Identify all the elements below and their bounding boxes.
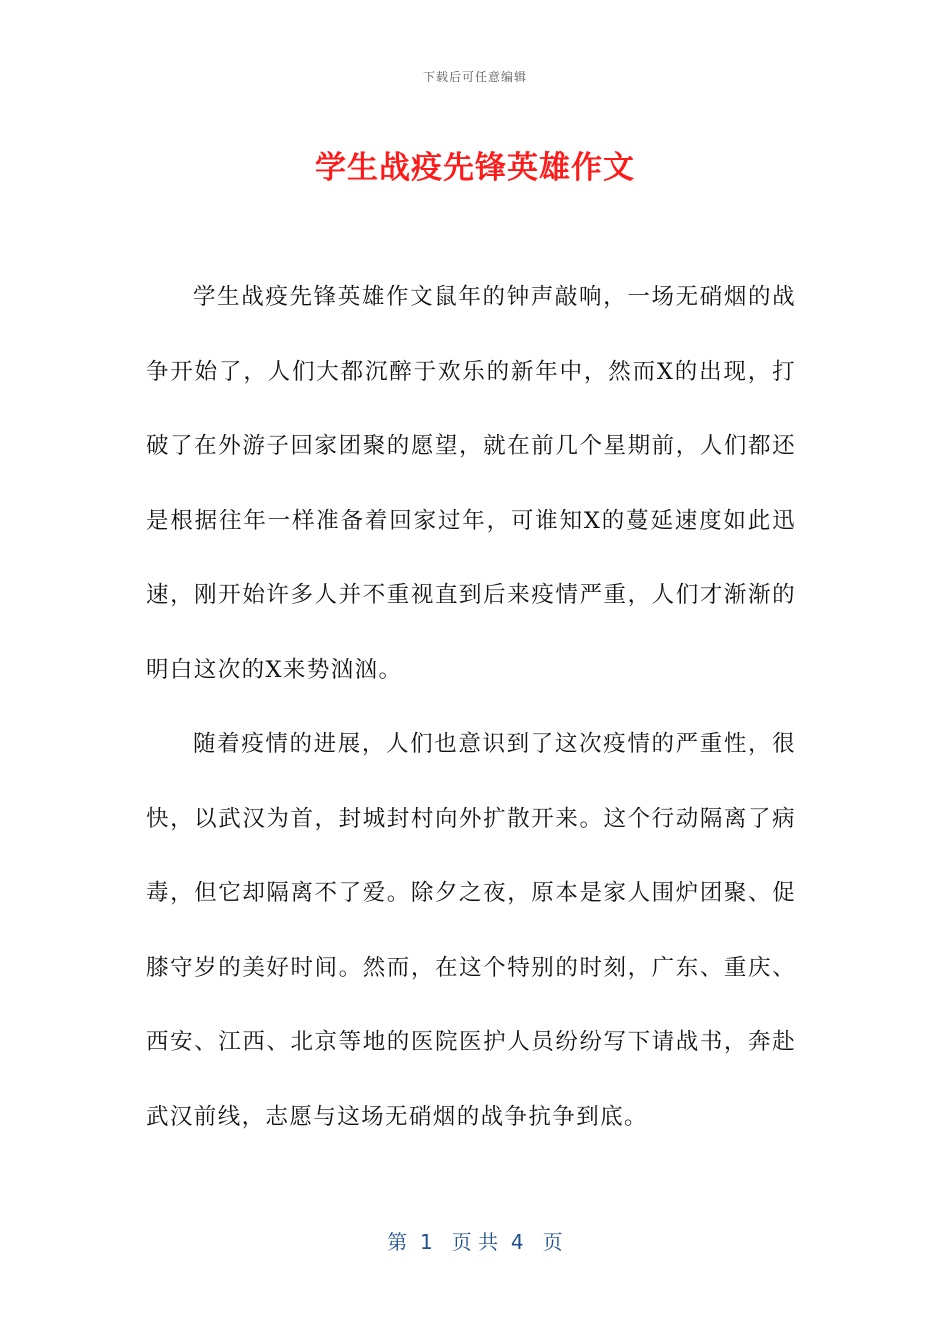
header-note: 下载后可任意编辑: [422, 70, 527, 84]
page-number-footer: 第 1 页 共 4 页: [387, 1230, 563, 1254]
paragraph: 学生战疫先锋英雄作文鼠年的钟声敲响，一场无硝烟的战争开始了，人们大都沉醉于欢乐的新年中，然而X的出现，打破了在外游子回家团聚的愿望，就在前几个星期前，人们都还是根据往年一样准备着回家过年，可谁知X的蔓延速度如此迅速，刚开始许多人并不重视直到后来疫情严重，人们才渐渐的明白这次的X来势汹汹。: [146, 284, 796, 683]
document-title: 学生战疫先锋英雄作文: [315, 150, 635, 186]
paragraph: 随着疫情的进展，人们也意识到了这次疫情的严重性，很快，以武汉为首，封城封村向外扩散开来。这个行动隔离了病毒，但它却隔离不了爱。除夕之夜，原本是家人围炉团聚、促膝守岁的美好时间。然而，在这个特别的时刻，广东、重庆、西安、江西、北京等地的医院医护人员纷纷写下请战书，奔赴武汉前线，志愿与这场无硝烟的战争抗争到底。: [146, 731, 796, 1130]
document-body: [146, 260, 796, 1154]
